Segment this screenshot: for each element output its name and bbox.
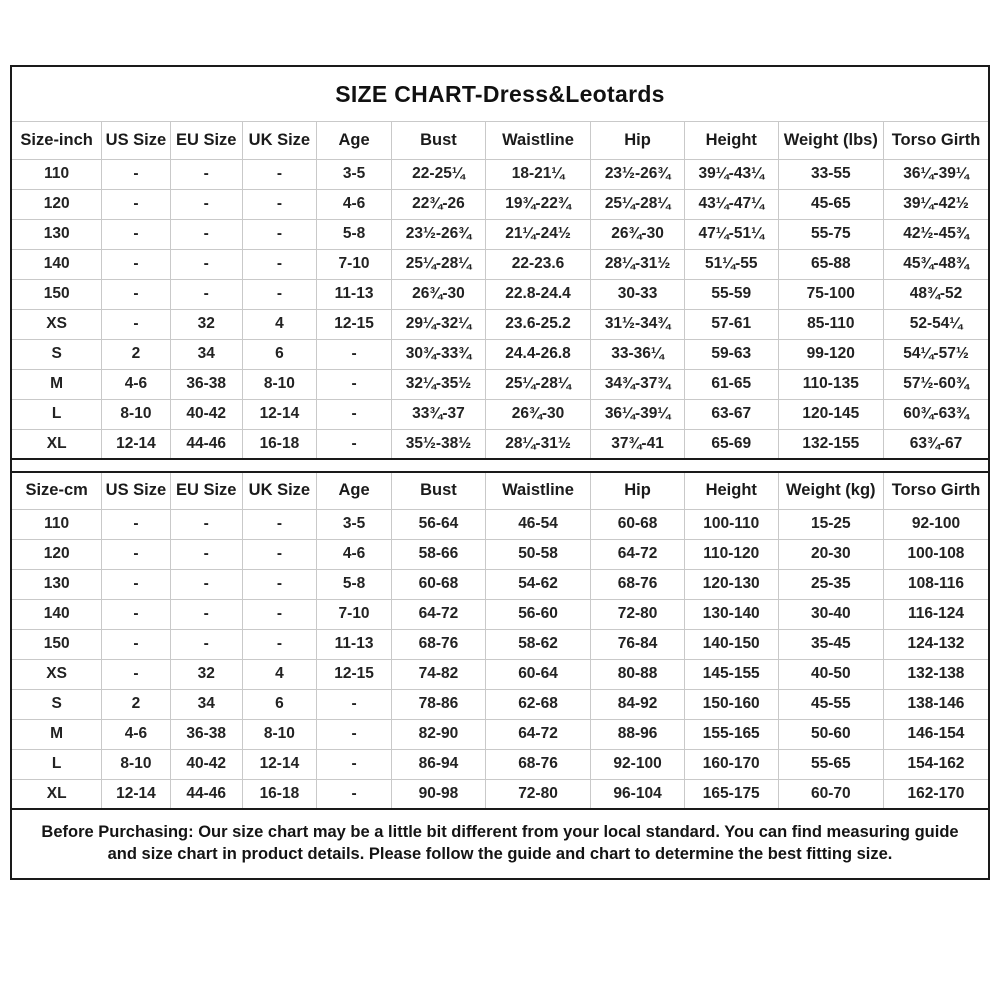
table-cell: 8-10: [242, 719, 316, 749]
table-cell: -: [170, 159, 242, 189]
table-row: [12, 689, 988, 719]
table-cell: 40-42: [170, 749, 242, 779]
column-header: Weight (lbs): [778, 122, 883, 159]
table-cell: 55-59: [684, 279, 778, 309]
size-label-cell: XS: [12, 659, 102, 689]
table-cell: 23.6-25.2: [485, 309, 590, 339]
column-header: Waistline: [485, 122, 590, 159]
table-cell: 46-54: [485, 509, 590, 539]
table-row: [12, 779, 988, 809]
table-cell: 2: [102, 689, 170, 719]
table-cell: 12-14: [102, 429, 170, 459]
table-row: [12, 539, 988, 569]
table-row: [12, 339, 988, 369]
table-cell: 21¼-24½: [485, 219, 590, 249]
column-header: UK Size: [242, 122, 316, 159]
table-cell: 51¼-55: [684, 249, 778, 279]
table-cell: -: [102, 599, 170, 629]
table-cell: 34: [170, 339, 242, 369]
table-cell: 32: [170, 309, 242, 339]
column-header: Torso Girth: [884, 472, 989, 509]
table-cell: 55-75: [778, 219, 883, 249]
table-cell: 25¼-28¼: [392, 249, 486, 279]
table-cell: 3-5: [316, 159, 391, 189]
table-cell: 26¾-30: [591, 219, 685, 249]
table-cell: 64-72: [392, 599, 486, 629]
table-cell: 24.4-26.8: [485, 339, 590, 369]
table-gap: [12, 460, 988, 471]
table-cell: -: [170, 279, 242, 309]
table-cell: -: [170, 189, 242, 219]
table-cell: 39¼-43¼: [684, 159, 778, 189]
table-cell: 56-64: [392, 509, 486, 539]
table-cell: 62-68: [485, 689, 590, 719]
table-row: [12, 249, 988, 279]
table-cell: 15-25: [778, 509, 883, 539]
table-cell: 36-38: [170, 369, 242, 399]
table-cell: 25¼-28¼: [485, 369, 590, 399]
table-cell: 40-50: [778, 659, 883, 689]
table-cell: 43¼-47¼: [684, 189, 778, 219]
table-cell: 52-54¼: [884, 309, 989, 339]
size-label-cell: S: [12, 339, 102, 369]
table-cell: 58-66: [392, 539, 486, 569]
table-cell: -: [102, 219, 170, 249]
table-cell: 155-165: [684, 719, 778, 749]
table-cell: 40-42: [170, 399, 242, 429]
table-cell: 42½-45¾: [884, 219, 989, 249]
table-row: [12, 719, 988, 749]
table-cell: 19¾-22¾: [485, 189, 590, 219]
table-cell: 57-61: [684, 309, 778, 339]
table-cell: 50-60: [778, 719, 883, 749]
page-title: SIZE CHART-Dress&Leotards: [335, 80, 665, 107]
table-cell: 4-6: [102, 719, 170, 749]
table-row: [12, 569, 988, 599]
table-cell: -: [170, 539, 242, 569]
header-row: [12, 122, 988, 159]
table-cell: 100-108: [884, 539, 989, 569]
table-cell: 138-146: [884, 689, 989, 719]
table-cell: 25-35: [778, 569, 883, 599]
table-cell: 30¾-33¾: [392, 339, 486, 369]
table-cell: 99-120: [778, 339, 883, 369]
table-cell: -: [102, 659, 170, 689]
column-header: Waistline: [485, 472, 590, 509]
column-header: UK Size: [242, 472, 316, 509]
column-header: Size-inch: [12, 122, 102, 159]
table-cell: 11-13: [316, 279, 391, 309]
table-cell: -: [316, 719, 391, 749]
size-label-cell: L: [12, 399, 102, 429]
table-cell: 35-45: [778, 629, 883, 659]
table-cell: 39¼-42½: [884, 189, 989, 219]
table-cell: 25¼-28¼: [591, 189, 685, 219]
table-cell: 61-65: [684, 369, 778, 399]
table-cell: -: [242, 629, 316, 659]
table-cell: 63¾-67: [884, 429, 989, 459]
size-chart-panel: [10, 65, 990, 880]
table-cell: 100-110: [684, 509, 778, 539]
table-cell: 45-65: [778, 189, 883, 219]
table-cell: -: [316, 689, 391, 719]
title-bar: [12, 67, 988, 122]
table-row: [12, 189, 988, 219]
table-cell: 4-6: [316, 539, 391, 569]
table-cell: 60-64: [485, 659, 590, 689]
table-cell: -: [102, 509, 170, 539]
table-cell: 30-33: [591, 279, 685, 309]
size-table-inch: [12, 122, 988, 460]
table-cell: 65-69: [684, 429, 778, 459]
table-cell: 68-76: [485, 749, 590, 779]
table-cell: 132-155: [778, 429, 883, 459]
table-cell: -: [102, 159, 170, 189]
table-cell: 8-10: [102, 399, 170, 429]
table-cell: 8-10: [102, 749, 170, 779]
table-cell: -: [242, 599, 316, 629]
table-cell: 45¾-48¾: [884, 249, 989, 279]
table-cell: -: [242, 219, 316, 249]
table-cell: 64-72: [591, 539, 685, 569]
table-cell: 16-18: [242, 429, 316, 459]
table-cell: 116-124: [884, 599, 989, 629]
table-cell: 33¾-37: [392, 399, 486, 429]
table-cell: -: [102, 539, 170, 569]
table-cell: 44-46: [170, 429, 242, 459]
size-label-cell: 130: [12, 219, 102, 249]
table-cell: -: [102, 569, 170, 599]
table-cell: 54-62: [485, 569, 590, 599]
column-header: EU Size: [170, 472, 242, 509]
table-row: [12, 159, 988, 189]
table-cell: 120-145: [778, 399, 883, 429]
table-cell: 110-120: [684, 539, 778, 569]
column-header: Hip: [591, 122, 685, 159]
table-cell: 72-80: [591, 599, 685, 629]
table-cell: -: [242, 159, 316, 189]
table-cell: -: [170, 219, 242, 249]
table-cell: 59-63: [684, 339, 778, 369]
table-cell: 47¼-51¼: [684, 219, 778, 249]
size-label-cell: M: [12, 719, 102, 749]
size-label-cell: 120: [12, 189, 102, 219]
table-cell: 82-90: [392, 719, 486, 749]
table-cell: -: [242, 249, 316, 279]
size-label-cell: 130: [12, 569, 102, 599]
size-label-cell: 140: [12, 599, 102, 629]
column-header: Bust: [392, 472, 486, 509]
table-cell: 44-46: [170, 779, 242, 809]
size-label-cell: 150: [12, 629, 102, 659]
table-cell: -: [242, 569, 316, 599]
table-cell: 68-76: [392, 629, 486, 659]
table-cell: 11-13: [316, 629, 391, 659]
column-header: US Size: [102, 472, 170, 509]
table-cell: 36-38: [170, 719, 242, 749]
size-label-cell: 110: [12, 509, 102, 539]
table-cell: 5-8: [316, 569, 391, 599]
table-cell: 92-100: [591, 749, 685, 779]
table-cell: 8-10: [242, 369, 316, 399]
table-cell: 36¼-39¼: [591, 399, 685, 429]
table-row: [12, 219, 988, 249]
table-cell: -: [102, 279, 170, 309]
table-cell: 57½-60¾: [884, 369, 989, 399]
table-cell: 28¼-31½: [485, 429, 590, 459]
table-cell: 110-135: [778, 369, 883, 399]
column-header: Height: [684, 472, 778, 509]
column-header: Age: [316, 472, 391, 509]
table-cell: 30-40: [778, 599, 883, 629]
table-row: [12, 429, 988, 459]
table-cell: 12-14: [242, 399, 316, 429]
size-table-cm: [12, 471, 988, 810]
table-cell: 65-88: [778, 249, 883, 279]
table-cell: 32: [170, 659, 242, 689]
table-row: [12, 369, 988, 399]
table-cell: -: [170, 599, 242, 629]
size-label-cell: S: [12, 689, 102, 719]
table-cell: 37¾-41: [591, 429, 685, 459]
table-row: [12, 749, 988, 779]
table-cell: 26¾-30: [392, 279, 486, 309]
size-label-cell: XL: [12, 779, 102, 809]
table-cell: -: [242, 509, 316, 539]
table-cell: -: [316, 779, 391, 809]
column-header: US Size: [102, 122, 170, 159]
table-cell: 124-132: [884, 629, 989, 659]
table-cell: 32¼-35½: [392, 369, 486, 399]
table-cell: 22¾-26: [392, 189, 486, 219]
table-cell: -: [242, 279, 316, 309]
table-cell: 90-98: [392, 779, 486, 809]
table-cell: 76-84: [591, 629, 685, 659]
table-cell: 74-82: [392, 659, 486, 689]
size-label-cell: 140: [12, 249, 102, 279]
table-cell: 78-86: [392, 689, 486, 719]
table-cell: -: [316, 399, 391, 429]
table-cell: 146-154: [884, 719, 989, 749]
size-label-cell: M: [12, 369, 102, 399]
table-cell: 7-10: [316, 599, 391, 629]
table-cell: 3-5: [316, 509, 391, 539]
table-row: [12, 659, 988, 689]
table-cell: 22-23.6: [485, 249, 590, 279]
column-header: Age: [316, 122, 391, 159]
table-cell: -: [170, 569, 242, 599]
table-cell: 7-10: [316, 249, 391, 279]
table-row: [12, 509, 988, 539]
table-cell: 22-25¼: [392, 159, 486, 189]
table-cell: 28¼-31½: [591, 249, 685, 279]
header-row: [12, 472, 988, 509]
table-cell: 6: [242, 339, 316, 369]
table-cell: 23½-26¾: [591, 159, 685, 189]
table-cell: -: [242, 539, 316, 569]
column-header: Hip: [591, 472, 685, 509]
table-cell: 86-94: [392, 749, 486, 779]
table-cell: 55-65: [778, 749, 883, 779]
table-cell: 58-62: [485, 629, 590, 659]
table-cell: 140-150: [684, 629, 778, 659]
table-cell: 72-80: [485, 779, 590, 809]
table-cell: 162-170: [884, 779, 989, 809]
table-cell: 6: [242, 689, 316, 719]
table-cell: 34: [170, 689, 242, 719]
table-cell: 22.8-24.4: [485, 279, 590, 309]
table-cell: 31½-34¾: [591, 309, 685, 339]
table-cell: 132-138: [884, 659, 989, 689]
column-header: Height: [684, 122, 778, 159]
table-cell: 33-36¼: [591, 339, 685, 369]
table-cell: 4: [242, 309, 316, 339]
table-cell: 96-104: [591, 779, 685, 809]
table-cell: 16-18: [242, 779, 316, 809]
table-cell: 48¾-52: [884, 279, 989, 309]
table-cell: 18-21¼: [485, 159, 590, 189]
table-cell: 92-100: [884, 509, 989, 539]
table-cell: 12-14: [242, 749, 316, 779]
table-cell: 12-14: [102, 779, 170, 809]
table-row: [12, 309, 988, 339]
table-cell: 68-76: [591, 569, 685, 599]
table-cell: 75-100: [778, 279, 883, 309]
table-cell: -: [170, 249, 242, 279]
table-cell: 108-116: [884, 569, 989, 599]
table-cell: 154-162: [884, 749, 989, 779]
table-cell: 34¾-37¾: [591, 369, 685, 399]
table-cell: 150-160: [684, 689, 778, 719]
table-cell: 4: [242, 659, 316, 689]
table-cell: 12-15: [316, 659, 391, 689]
purchase-note: Before Purchasing: Our size chart may be a little bit different from your local standard. You can find measuring guide and size chart in product details. Please follow the guide and chart to determine the best fitting size.: [41, 823, 959, 863]
table-cell: 130-140: [684, 599, 778, 629]
size-label-cell: 150: [12, 279, 102, 309]
table-cell: 45-55: [778, 689, 883, 719]
table-cell: 120-130: [684, 569, 778, 599]
table-cell: 26¾-30: [485, 399, 590, 429]
table-cell: -: [170, 509, 242, 539]
size-label-cell: 110: [12, 159, 102, 189]
table-row: [12, 399, 988, 429]
table-cell: 36¼-39¼: [884, 159, 989, 189]
table-cell: -: [102, 249, 170, 279]
table-cell: 84-92: [591, 689, 685, 719]
table-cell: 20-30: [778, 539, 883, 569]
table-cell: 33-55: [778, 159, 883, 189]
table-cell: 88-96: [591, 719, 685, 749]
table-cell: 60-70: [778, 779, 883, 809]
table-cell: -: [316, 369, 391, 399]
column-header: EU Size: [170, 122, 242, 159]
table-cell: 60¾-63¾: [884, 399, 989, 429]
table-cell: 35½-38½: [392, 429, 486, 459]
size-label-cell: XS: [12, 309, 102, 339]
table-cell: 12-15: [316, 309, 391, 339]
column-header: Bust: [392, 122, 486, 159]
table-cell: 85-110: [778, 309, 883, 339]
table-cell: 56-60: [485, 599, 590, 629]
table-cell: -: [242, 189, 316, 219]
table-cell: 64-72: [485, 719, 590, 749]
table-cell: 60-68: [591, 509, 685, 539]
table-row: [12, 629, 988, 659]
column-header: Weight (kg): [778, 472, 883, 509]
table-cell: 2: [102, 339, 170, 369]
table-cell: 60-68: [392, 569, 486, 599]
table-cell: -: [316, 429, 391, 459]
table-cell: 54¼-57½: [884, 339, 989, 369]
table-cell: 5-8: [316, 219, 391, 249]
table-cell: 160-170: [684, 749, 778, 779]
table-cell: 165-175: [684, 779, 778, 809]
table-cell: 4-6: [102, 369, 170, 399]
size-label-cell: XL: [12, 429, 102, 459]
table-row: [12, 599, 988, 629]
table-cell: 23½-26¾: [392, 219, 486, 249]
table-cell: -: [102, 189, 170, 219]
table-cell: 80-88: [591, 659, 685, 689]
table-cell: 145-155: [684, 659, 778, 689]
size-label-cell: L: [12, 749, 102, 779]
table-cell: -: [102, 629, 170, 659]
table-cell: -: [102, 309, 170, 339]
table-cell: 63-67: [684, 399, 778, 429]
column-header: Size-cm: [12, 472, 102, 509]
size-label-cell: 120: [12, 539, 102, 569]
table-cell: -: [316, 339, 391, 369]
column-header: Torso Girth: [884, 122, 989, 159]
table-cell: 29¼-32¼: [392, 309, 486, 339]
table-cell: 50-58: [485, 539, 590, 569]
table-cell: -: [316, 749, 391, 779]
table-row: [12, 279, 988, 309]
table-cell: 4-6: [316, 189, 391, 219]
table-cell: -: [170, 629, 242, 659]
